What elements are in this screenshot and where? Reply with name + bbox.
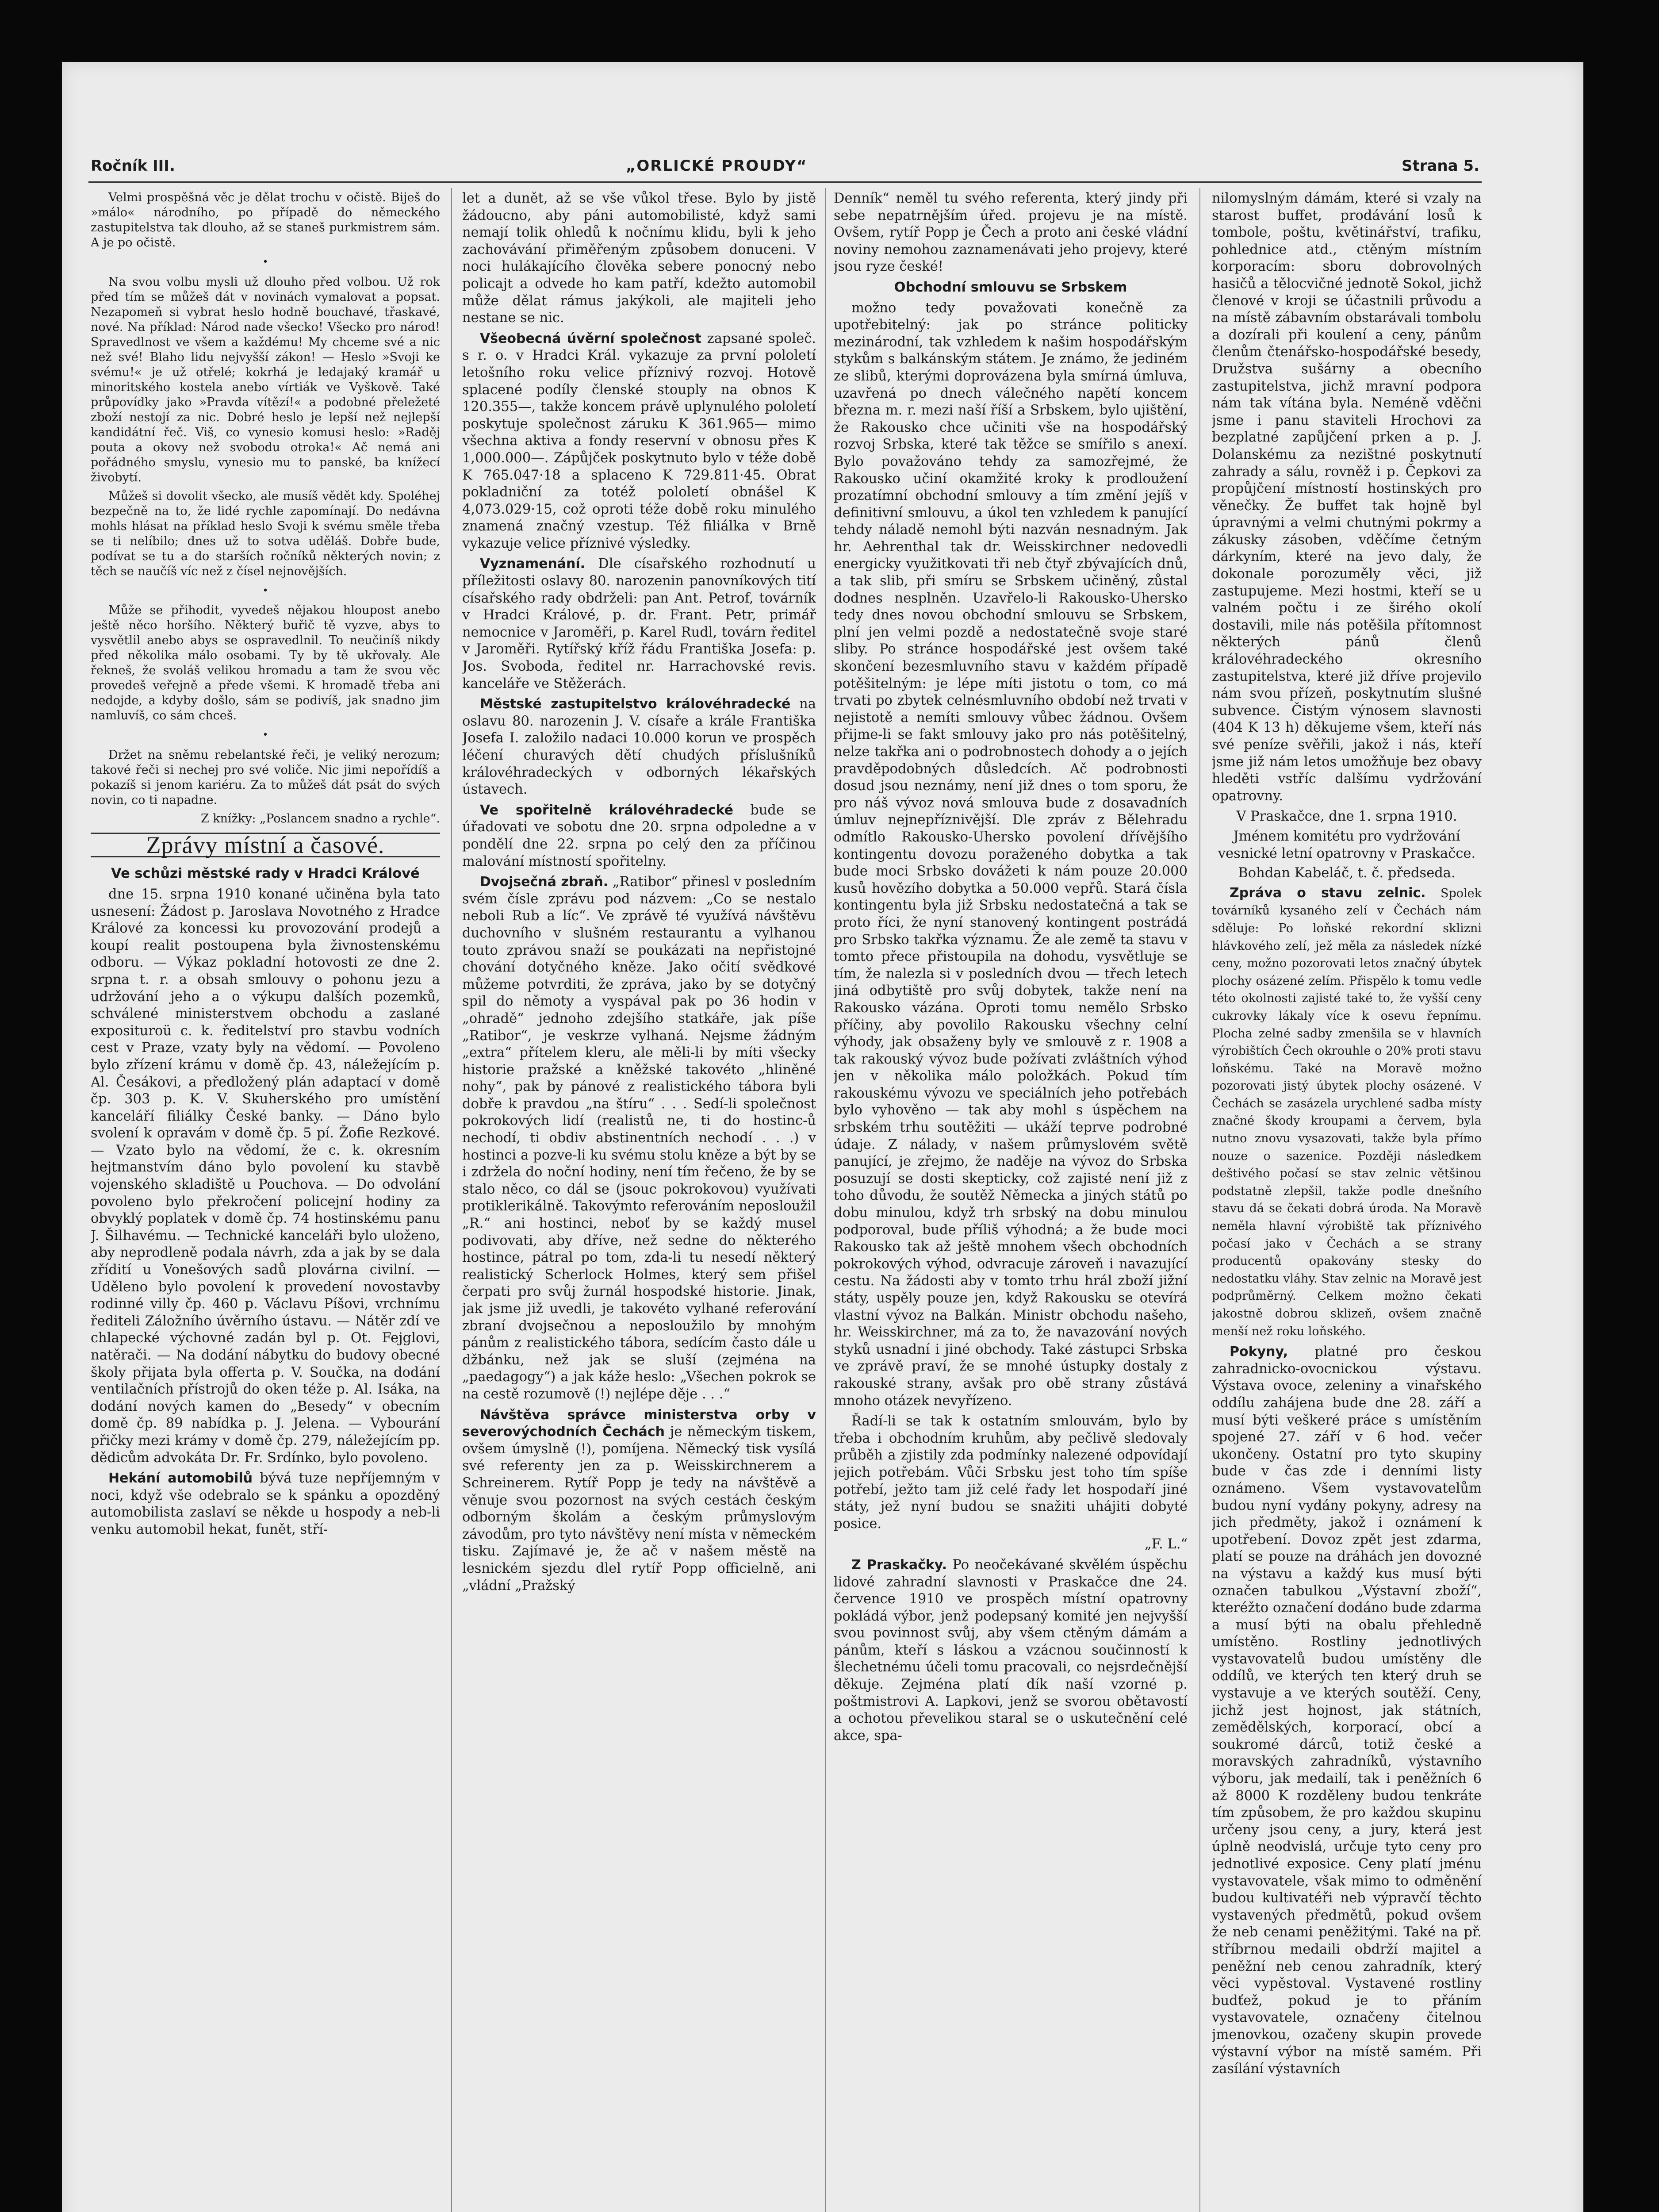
column-4 [1212, 190, 1482, 2212]
paragraph: bývá tuze nepříjemným v noci, když vše odebralo se k spánku a opozděný automobilista zaslaví se někde u hospody a neb-li venku automobil hekat, funět, stří- [91, 1471, 440, 1537]
paragraph: Spolek továrníků kysaného zelí v Čechách nám sděluje: Po loňské rekordní sklizni hlávkového zelí, jež měla za následek nízké ceny, možno pozorovati letos značný úbytek plochy osázené zelím. Přispělo k tomu vedle této okolnosti zajisté také to, že vyšší ceny cukrovky lákaly více k osevu řepnímu. Plocha zelné sadby zmenšila se v hlavních výrobištích Čech okrouhle o 20% proti stavu loňskému. Také na Moravě možno pozorovati jistý úbytek plochy osázené. V Čechách se zasázela urychlené sadba místy značné škody kroupami a červem, byla nutno znovu vysazovati, takže byla přímo nouze o sazenice. Později následkem deštivého počasí se stav zelnic většinou podstatně zlepšil, takže podle dnešního stavu dá se čekati dobrá úroda. Na Moravě neměla hlavní výrobiště tak příznivého počasí jako v Čechách a se strany producentů opakovány stesky do nedostatku vláhy. Stav zelnic na Moravě jest podprůměrný. Celkem možno čekati jakostně dobrou sklizeň, ovšem značně menší než roku loňského. [1212, 886, 1482, 1338]
article-heading: Pokyny, [1230, 1344, 1288, 1360]
article-heading: Ve spořitelně královéhradecké [480, 802, 733, 818]
column-2 [462, 190, 816, 2212]
paragraph: na oslavu 80. narozenin J. V. císaře a krále Františka Josefa I. založilo nadaci 10.000 korun ve prospěch léčení churavých dětí chudých příslušníků královéhradeckých v odborných lékařských ústavech. [462, 696, 816, 798]
paragraph: možno tedy považovati konečně za upotřebitelný: jak po stránce politicky mezinárodní, tak vzhledem k našim hospodářským stykům s balkánským státem. Je známo, že jediném ze slibů, kterými doprovázena byla smírná úmluva, uzavřená po dnech válečného napětí koncem března m. r. mezi naší říší a Srbskem, bylo ujištění, že Rakousko chce učiniti vše na hospodářský rozvoj Srbska, které tak těžce se smířilo s anexí. Bylo považováno tehdy za samozřejmé, že Rakousko učiní okamžité kroky k prodloužení prozatímní obchodní smlouvy a tím změní jejíš v definitivní smlouvu, a úkol ten vzhledem k panující tehdy náladě nemohl býti nazván nesnadným. Jak hr. Aehrenthal tak dr. Weisskirchner nedovedli energicky využitkovati tři neb čtyř zbývajících dnů, a tak slib, při smíru se Srbskem učiněný, zůstal dodnes nesplněn. Uzavřelo-li Rakousko-Uhersko tedy dnes novou obchodní smlouvu se Srbskem, plní jen velmi pozdě a nedostatečně svoje staré sliby. Po stránce hospodářské jest ovšem také skončení bezesmluvního stavu v každém případě potěšitelným: je lépe míti jistotu o tom, co má trvati po zbytek celnésmluvního období než trvati v nejistotě a nemíti smlouvy vůbec žádnou. Ovšem přijme-li se fakt smlouvy jako pro nás potěšitelný, nelze takřka ani o podrobnostech dohody a o jejích pravděpodobných důsledcích. Ač podrobnosti dosud jsou neznámy, není již dnes o tom sporu, že pro náš vývoz nová smlouva bude z dosavadních úmluv nejnepříznivější. Dle zpráv z Bělehradu odmítlo Rakousko-Uhersko povolení dřívějšího kontingentu dovozu poraženého dobytka a tak bude moci Srbsko dovážeti k nám pouze 20.000 kusů hovězího dobytka a 50.000 vepřů. Stará čísla kontingentu byla již Srbsku nedostatečná a tak se proto říci, že nyní stanovený kontingent postrádá pro Srbsko takřka významu. Že ale země ta stavu v tomto přece přistoupila na dohodu, vysvětluje se tím, že nalezla si v posledních dvou — třech letech jiná odbytiště pro svůj dobytek, takže není na Rakousko vázána. Oproti tomu nemělo Srbsko příčiny, aby povolilo Rakousku všechny celní výhody, jak obsaženy byly ve smlouvě z r. 1908 a tak rakouský vývoz bude požívati zvláštních výhod jen v několika málo položkách. Pokud tím rakouskému vývozu ve speciálních jeho potřebách bylo vyhověno — tak aby mohl s úspěchem na srbském trhu soutěžiti — ukáží teprve podrobné údaje. Z nálady, v našem průmyslovém světě panující, je zřejmo, že naděje na vývoz do Srbska posuzují se dosti skepticky, což zajisté není již z toho důvodu, že soutěž Německa a jiných států po dobu minulou, když trh srbský na dobu minulou podporoval, bude příliš výhodná; a že bude moci Rakousko tak až ještě mnohem všech obchodních pokrokových výhod, odvracuje zároveň i navazující cestu. Na žádosti aby v tomto trhu hrál zboží jižní státy, uspěly pouze jen, když Rakousku se otevírá vlastní vývoz na Balkán. Ministr obchodu našeho, hr. Weisskirchner, má za to, že navazování nových styků usnadní i jiné obchody. Také zástupci Srbska ve zprávě praví, že se mnohé ústupky dostaly z rakouské strany, avšak pro obě strany zůstává mnoho otázek nevyřízeno. [834, 300, 1188, 1409]
paragraph: Velmi prospěšná věc je dělat trochu v očistě. Biješ do »málo« národního, po případě do německého zastupitelstva tak dlouho, až se staneš purkmistrem sám. A je po očistě. [91, 191, 440, 250]
section-title: Zprávy místní a časové. [91, 833, 440, 858]
paragraph: zapsané společ. s r. o. v Hradci Král. vykazuje za první pololetí letošního roku velice příznivý rozvoj. Hotově splacené podíly členské stouply na obnos K 120.355—, takže koncem právě uplynulého pololetí poskytuje společnost záruku K 361.965— mimo všechna aktiva a fondy reservní v obnosu přes K 1,000.000—. Zápůjček poskytnuto bylo v téže době K 765.047·18 a splaceno K 729.811·45. Obrat pokladniční za totéž pololetí obnášel K 4,073.029·15, což oproti téže době roku minulého znamená značný vzestup. Též filiálka v Brně vykazuje velice příznivé výsledky. [462, 330, 816, 551]
column-1 [91, 190, 440, 2212]
article-heading: Z Praskačky. [851, 1557, 947, 1573]
page-number: Strana 5. [1401, 157, 1479, 175]
article-heading: Ve schůzi městské rady v Hradci Králové [111, 866, 420, 882]
header-rule [88, 181, 1482, 183]
separator-bullet: • [262, 730, 268, 741]
article-heading: Dvojsečná zbraň. [480, 874, 609, 890]
paragraph: „Ratibor“ přinesl v posledním svém čísle zprávu pod názvem: „Co se nestalo neboli Rub a líc“. Ve zprávě té využívá návštěvu duchovního v slušném restaurantu a vylhanou touto zprávou snaží se poukázati na nepřistojné chování dotyčného kněze. Jako očití svědkové můžeme potvrditi, že zpráva, jako by se dotyčný spil do němoty a vyspával pak po 36 hodin v „ohradě“ jednoho zdejšího statkáře, jak píše „Ratibor“, je veskrze vylhaná. Nejsme žádným „extra“ přítelem kleru, ale měli-li by míti všecky historie pražské a kněžské takovéto „hliněné nohy“, pak by pánové z realistického tábora byli dobře k pravdou „na štíru“ . . . Sedí-li společnost pokrokových lidí (realistů ne, ti do hostinc-ů nechodí, ti obdiv abstinentních nechodí . . .) v hostinci a pozve-li ku svému stolu kněze a být by se i zdržela do noční hodiny, není tím řečeno, že by se stalo něco, co dál se (jsouc pokrokovou) využívati protiklerikálně. Takovýmto referováním neposloužil „R.“ ani hostinci, neboť by se každý musel podivovati, aby dříve, než sedne do některého hostince, pátral po tom, zda-li tu nesedí některý realistický Scherlock Holmes, který sem přišel čerpati pro svůj žurnál hospodské historie. Jinak, jak jsme již uvedli, je takovéto vylhané referování zbraní dvojsečnou a neposloužilo by mnohým pánům z realistického tábora, sedícím často dále u džbánku, než jak se sluší (zejména na „paedagogy“) a jak káže heslo: „Všechen pokrok se na cestě rozumově (!) nejlépe děje . . .“ [462, 874, 816, 1402]
column-divider [1199, 188, 1200, 2212]
article-heading: Obchodní smlouvu se Srbskem [894, 279, 1127, 295]
paragraph: Držet na sněmu rebelantské řeči, je veliký nerozum; takové řeči si nechej pro své voliče. Nic jimi nepořídíš a pokazíš si jenom kariéru. Za to můžeš dát psát do svých novin, co ti napadne. [91, 748, 440, 807]
article-heading: Zpráva o stavu zelnic. [1230, 885, 1426, 901]
paragraph: Na svou volbu mysli už dlouho před volbou. Už rok před tím se můžeš dát v novinách vymalovat a popsat. Nezapomeň si vybrat heslo hodně bouchavé, třaskavé, nové. Na příklad: Národ nade všecko! Všecko pro národ! Spravedlnost ve všem a každému! My chceme své a nic než své! Blaho lidu nejvyšší zákon! — Heslo »Svoji ke svému!« je už otřelé; kokrhá je ledajaký kramář u minoritského kostela anebo vírtiák ve Vyškově. Také průpovídky jako »Pravda vítězí!« a podobné přeležeté zboží nestojí za nic. Dobré heslo je lepší než nejlepší kandidátní řeč. Viš, co vynesio komusi heslo: »Raděj pouta a okovy než svobodu otroka!« Ač nemá ani pořádného smyslu, vynesio mu to panské, ba knížecí živobytí. [91, 275, 440, 484]
paragraph: Může se přihodit, vyvedeš nějakou hloupost anebo ještě něco horšího. Některý buřič tě vyzve, abys to vysvětlil anebo abys se ospravedlnil. To neučiníš nikdy před několika málo osobami. Ty by tě ukřovaly. Ale řekneš, že svoláš velikou hromadu a tam že svou věc provedeš veřejně a přede všemi. K hromadě třeba ani nedojde, a kdyby došlo, sám se podivíš, jak snadno jim namluvíš, co sám chceš. [91, 603, 440, 723]
chairman-signature: Bohdan Kabeláč, t. č. předseda. [1238, 865, 1456, 881]
separator-bullet: • [262, 585, 268, 596]
paragraph: Můžeš si dovolit všecko, ale musíš vědět kdy. Spoléhej bezpečně na to, že lidé rychle zapomínají. Do nedávna mohls hlásat na příklad heslo Svoji k svému směle třeba se ti nelíbilo; dnes už to sotva uděláš. Dobře bude, podívat se tu a do starších ročníků některých novin; z těch se naučíš víc než z čísel nejnovějších. [91, 489, 440, 578]
paragraph: bude se úřadovati ve sobotu dne 20. srpna odpoledne a v pondělí dne 22. srpna po celý den za příčinou malování místností spořitelny. [462, 802, 816, 869]
volume-label: Ročník III. [91, 157, 175, 175]
column-3 [834, 190, 1188, 2212]
paragraph: dne 15. srpna 1910 konané učiněna byla tato usnesení: Žádost p. Jaroslava Novotného z Hradce Králové za koncessi ku provozování prodejů a koupí realit postoupena byla živnostenskému odboru. — Výkaz pokladní hotovosti ze dne 2. srpna t. r. a obsah smlouvy o pohonu jezu a udržování jeho a o výkupu dalších pozemků, schválené ministerstvem obchodu a zaslané exposituroü c. k. ředitelství pro stavbu vodních cest v Praze, vzaty byly na vědomí. — Povoleno bylo zřízení krámu v domě čp. 43, náležejícím p. Al. Česákovi, a předložený plán adaptací v domě čp. 303 p. K. V. Skuherského pro umístění kanceláří filiálky České banky. — Dáno bylo svolení k opravám v domě čp. 5 pí. Žofie Rezkové. — Vzato bylo na vědomí, že c. k. okresním hejtmanstvím dáno bylo povolení ku stavbě vojenského skladiště u Pouchova. — Do odvolání povoleno bylo překročení policejní hodiny za obvyklý poplatek v domě čp. 74 hostinskému panu J. Šilhavému. — Technické kanceláři bylo uloženo, aby neprodleně podala návrh, zda a jak by se dala zřídití u Vonešových sadů plovárna civilní. — Uděleno bylo povolení k provedení novostavby rodinné villy čp. 460 p. Václavu Píšovi, vrchnímu řediteli Záložního úvěrního ústavu. — Nátěr zdí ve chlapecké výchovné zadán byl p. Ot. Fejglovi, natěrači. — Na dodání nábytku do budovy obecné školy přijata byla offerta p. V. Součka, na dodání ventilačních přístrojů do oken téže p. Al. Isáka, na dodání nových kamen do „Besedy“ v obecním domě čp. 89 nabídka p. J. Jelena. — Vybourání přičky mezi krámy v domě čp. 279, náležejícím pp. dědicům advokáta Dr. Fr. Srdínko, bylo povoleno. [91, 886, 440, 1466]
column-divider [825, 188, 826, 2212]
paragraph: Řadí-li se tak k ostatním smlouvám, bylo by třeba i obchodním kruhům, aby pečlivě sledovaly průběh a zjistily zda podmínky nalezené odpovídají jejich potřebám. Vůči Srbsku jest toho tím spíše potřebí, ježto tam již celé řady let hospodaří jiné státy, jež nyní budou se snažiti uhájiti dobyté posice. [834, 1413, 1188, 1532]
author-signoff: „F. L.“ [1144, 1536, 1188, 1552]
committee-line: Jménem komitétu pro vydržování vesnické letní opatrovny v Praskačce. [1218, 828, 1476, 861]
place-date: V Praskačce, dne 1. srpna 1910. [1236, 809, 1457, 825]
article-heading: Vyznamenání. [480, 556, 586, 572]
paragraph: let a dunět, až se vše vůkol třese. Bylo by jistě žádoucno, aby páni automobilisté, když sami nemají tolik ohledů k nočnímu klidu, byli k jeho zachovávání přiměřeným způsobem donuceni. V noci hulákajícího člověka sebere ponocný nebo policajt a odvede ho kam patří, kdežto automobil může dělat rámus jakýkoli, ale majiteli jeho nestane se nic. [462, 191, 816, 326]
source-citation: Z knížky: „Poslancem snadno a rychle“. [200, 811, 440, 826]
paragraph: Dle císařského rozhodnutí u příležitosti oslavy 80. narozenin panovníkových tití císařského rady obdrželi: pan Ant. Petrof, továrník v Hradci Králové, p. dr. Frant. Petr, primář nemocnice v Jaroměři, p. Karel Rudl, továrn ředitel v Jaroměři. Rytířský kříž řádu Františka Josefa: p. Jos. Svoboda, ředitel nr. Harrachovské revis. kanceláře ve Stěžerách. [462, 556, 816, 691]
paragraph: platné pro českou zahradnicko-ovocnickou výstavu. Výstava ovoce, zeleniny a vinařského oddílu zahájena bude dne 28. září a musí býti veškeré práce s umístěním spojené 27. září v 6 hod. večer ukončeny. Ostatní pro tyto skupiny bude v čas zde i denními listy oznámeno. Všem vystavovatelům budou nyní vydány pokyny, adresy na jich předměty, jakož i oznámení k upotřebení. Dovoz zpět jest zdarma, platí se pouze na dráhách jen dovozné na výstavu a každý kus musí býti označen tabulkou „Výstavní zboží“, kteréžto označení dodáno bude zdarma a musí býti na obalu přehledně umístěno. Rostliny jednotlivých vystavovatelů budou umístěny dle oddílů, ve kterých ten který druh se vystavuje a ve kterých soutěží. Ceny, jichž jest hojnost, jak státních, zemědělských, korporací, obcí a soukromé dárců, totiž české a moravských zahradníků, výstavního výboru, jak medailí, tak i peněžních 6 až 8000 K rozděleny budou tenkráte tím způsobem, že pro každou skupinu určeny jsou ceny, a jury, která jest úplně neodvislá, určuje tyto ceny pro jednotlivé exposice. Ceny platí jménu vystavovatele, však mimo to odměnění budou kultivatéři neb výpravčí těchto vystavených předmětů, pokud ovšem že neb cenami peněžitými. Také na př. stříbrnou medaili obdrží majitel a peněžní neb cenou zahradník, který věci vypěstoval. Vystavené rostliny budťež, pokud je to přáním vystavovatele, označeny čitelnou jmenovkou, ozačeny skupin provede výstavní výbor na místě samém. Při zasílání výstavních [1212, 1344, 1482, 2077]
paragraph: Po neočekávané skvělém úspěchu lidové zahradní slavnosti v Praskačce dne 24. července 1910 ve prospěch místní opatrovny pokládá výbor, jenž podepsaný komité jen nejvyšší svou povinnost svůj, aby všem ctěným dámám a pánům, kteří s láskou a vzácnou součinností k šlechetnému účeli tomu pracovali, co nejsrdečnější děkuje. Zejména platí dík naší vzorné p. poštmistrovi A. Lapkovi, jenž se svorou obětavostí a ochotou převelikou staral se o uskutečnění celé akce, spa- [834, 1557, 1188, 1743]
article-heading: Návštěva správce ministerstva orby v severovýchodních Čechách [462, 1407, 816, 1440]
article-heading: Všeobecná úvěrní společnost [480, 330, 701, 346]
paragraph: nilomyslným dámám, které si vzaly na starost buffet, prodávání losů k tombole, poštu, květinářství, trafiku, pohlednice atd., ctěným místním korporacím: sboru dobrovolných hasičů a tělocvičné jednotě Sokol, jichž členové v kroji se účastnili průvodu a na místě zábavním obstarávali tombolu a dozírali při koulení a ceny, pánům členům čtenářsko-hospodářské besedy, Družstva sušárny a obecního zastupitelstva, jichž mravní podpora nám tak vítána byla. Neméně vděčni jsme i panu staviteli Hrochovi za bezplatné zapůjčení prken a p. J. Dolanskému za nezištné poskytnutí zahrady a sálu, rovněž i p. Čepkovi za propůjčení místností hostinských pro věnečky. Že buffet tak hojně byl úpravnými a velmi chutnými pokrmy a zákusky zásoben, vděčíme četným dárkyním, které na jevo daly, že dokonale porozuměly věci, již zastupujeme. Mezi hostmi, kteří se u valném počtu i ze širého okolí dostavili, mile nás potěšila přítomnost některých pánů členů královéhradeckého okresního zastupitelstva, které již dříve projevilo nám svou přízeň, poskytnutím slušné subvence. Čistým výnosem slavnosti (404 K 13 h) děkujeme všem, kteří nás své peníze svěřili, jakož i nás, kteří jsme již nám letos umožňuje bez obavy hleděti vstříc dalšímu vydržování opatrovny. [1212, 191, 1482, 804]
paragraph: Denník“ neměl tu svého referenta, který jindy při sebe nepatrnějším úřed. projevu je na místě. Ovšem, rytíř Popp je Čech a proto ani české vládní noviny nemohou zaznamenávati jeho projevy, které jsou ryze české! [834, 191, 1188, 275]
paragraph: je německým tiskem, ovšem úmyslně (!), pomíjena. Německý tisk vysílá své referenty jen za p. Weisskirchnerem a Schreinerem. Rytíř Popp je tedy na návštěvě a věnuje svou pozornost na svých cestách českým odborným školám a českým průmyslovým závodům, pro tyto návštěvy není místa v německém tisku. Zajímavé je, že ač v našem městě na lesnickém sjezdu dlel rytíř Popp officielně, ani „vládní „Pražský [462, 1424, 816, 1594]
page-header [91, 91, 1479, 175]
article-heading: Městské zastupitelstvo královéhradecké [480, 696, 791, 712]
separator-bullet: • [262, 257, 268, 268]
masthead-title: „ORLICKÉ PROUDY“ [626, 157, 808, 175]
column-divider [451, 188, 452, 2212]
article-heading: Hekání automobilů [108, 1471, 253, 1486]
